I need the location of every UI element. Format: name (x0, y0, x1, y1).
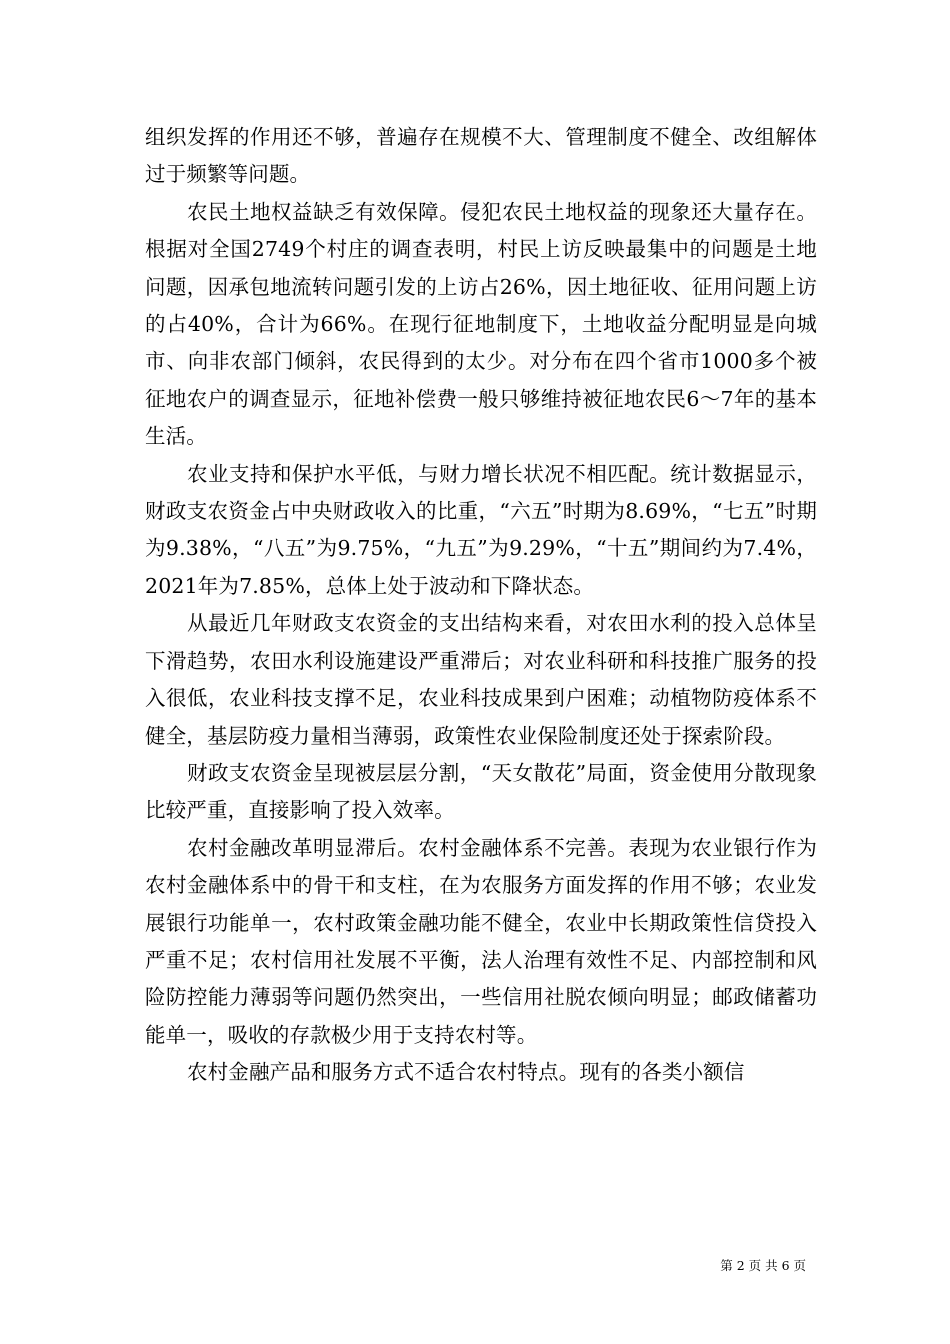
paragraph-continuation: 组织发挥的作用还不够，普遍存在规模不大、管理制度不健全、改组解体过于频繁等问题。 (145, 125, 817, 187)
page-number: 第 2 页 共 6 页 (720, 1258, 806, 1273)
paragraph-land-rights: 农民土地权益缺乏有效保障。侵犯农民土地权益的现象还大量存在。根据对全国2749个村庄的调查表明，村民上访反映最集中的问题是土地问题，因承包地流转问题引发的上访占26%，因土地征收、征用问题上访的占40%，合计为66%。在现行征地制度下，土地收益分配明显是向城市、向非农部门倾斜，农民得到的太少。对分布在四个省市1000多个被征地农户的调查显示，征地补偿费一般只够维持被征地农民6～7年的基本生活。 (145, 199, 817, 449)
paragraph-agri-support: 农业支持和保护水平低，与财力增长状况不相匹配。统计数据显示，财政支农资金占中央财政收入的比重，“六五”时期为8.69%，“七五”时期为9.38%，“八五”为9.75%，“九五”为9.29%，“十五”期间约为7.4%，2021年为7.85%，总体上处于波动和下降状态。 (145, 461, 817, 598)
paragraph-rural-finance: 农村金融改革明显滞后。农村金融体系不完善。表现为农业银行作为农村金融体系中的骨干和支柱，在为农服务方面发挥的作用不够；农业发展银行功能单一，农村政策金融功能不健全，农业中长期政策性信贷投入严重不足；农村信用社发展不平衡，法人治理有效性不足、内部控制和风险防控能力薄弱等问题仍然突出，一些信用社脱农倾向明显；邮政储蓄功能单一，吸收的存款极少用于支持农村等。 (145, 835, 817, 1047)
paragraph-fiscal-structure: 从最近几年财政支农资金的支出结构来看，对农田水利的投入总体呈下滑趋势，农田水利设施建设严重滞后；对农业科研和科技推广服务的投入很低，农业科技支撑不足，农业科技成果到户困难；动植物防疫体系不健全，基层防疫力量相当薄弱，政策性农业保险制度还处于探索阶段。 (145, 611, 817, 748)
paragraph-fund-fragmentation: 财政支农资金呈现被层层分割，“天女散花”局面，资金使用分散现象比较严重，直接影响了投入效率。 (145, 760, 817, 823)
body-text (145, 119, 817, 1092)
paragraph-finance-products: 农村金融产品和服务方式不适合农村特点。现有的各类小额信 (187, 1060, 745, 1085)
